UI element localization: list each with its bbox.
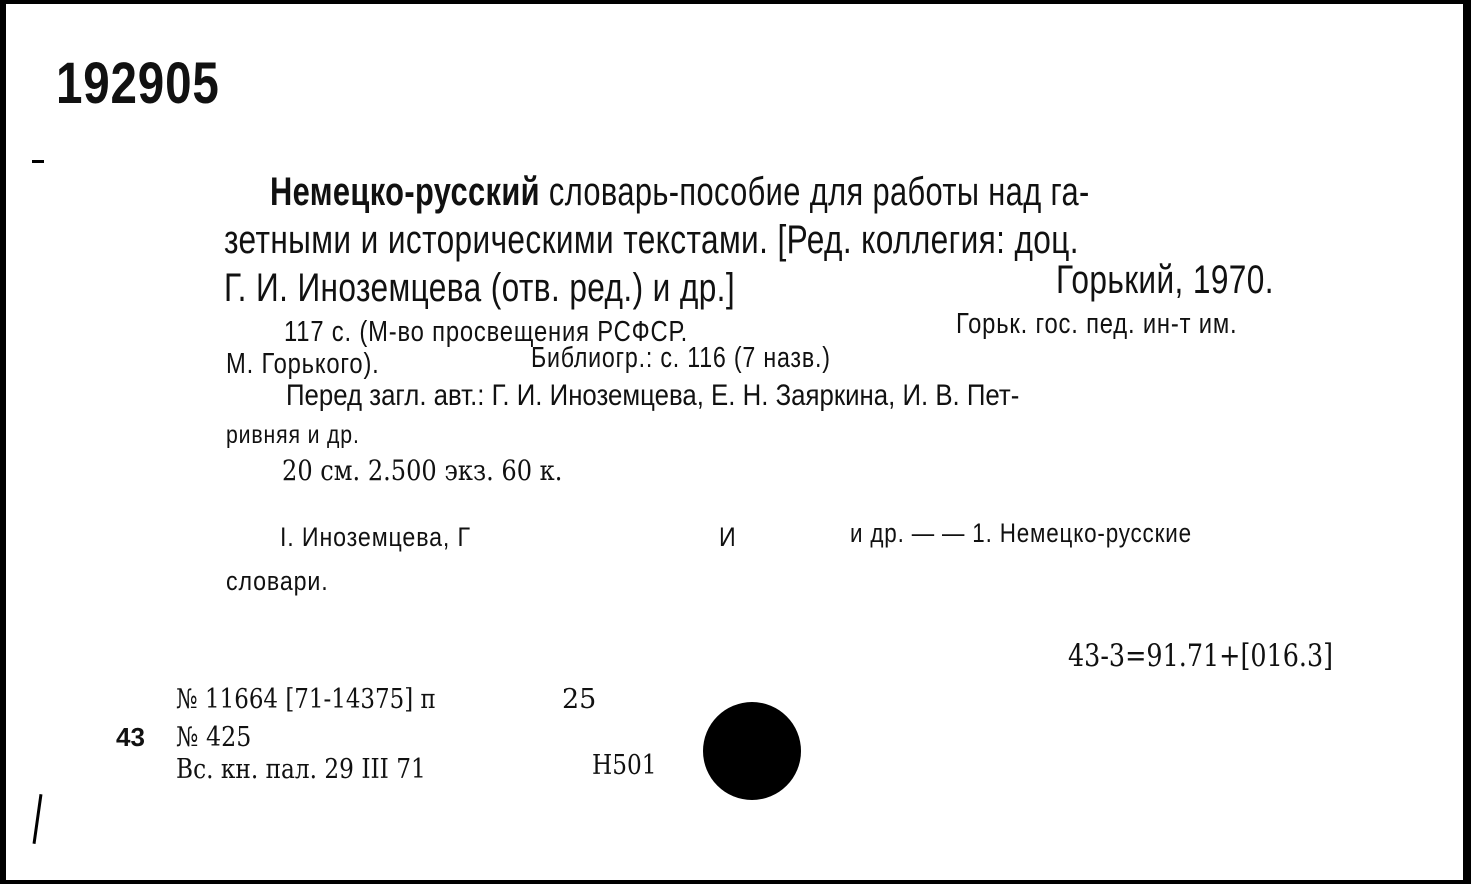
tracing-subject-cont: словари. [226, 566, 329, 596]
authors-note: Перед загл. авт.: Г. И. Иноземцева, Е. Н. Заяркина, И. В. Пет- [286, 379, 1020, 412]
order-number-2: № 425 [176, 722, 252, 753]
title-rest: словарь-пособие для работы над га- [539, 170, 1090, 214]
card-number: 192905 [56, 51, 220, 116]
title-line-3: Г. И. Иноземцева (отв. ред.) и др.] [224, 266, 736, 310]
format-price: 20 см. 2.500 экз. 60 к. [282, 454, 563, 487]
order-number: № 11664 [71-14375] п [176, 684, 436, 715]
authors-note-cont: ривняя и др. [226, 421, 360, 449]
margin-stroke [33, 794, 43, 844]
title-bold: Немецко-русский [270, 170, 540, 214]
print-registry: Вс. кн. пал. 29 III 71 [176, 754, 426, 785]
title-line-2: зетными и историческими текстами. [Ред. коллегия: доц. [224, 218, 1079, 262]
tracing-initial: И [719, 522, 737, 552]
collation-line-1a: 117 с. (М-во просвещения РСФСР. [284, 316, 689, 348]
imprint-place-year: Горький, 1970. [1056, 258, 1274, 302]
collation-line-1b: Горьк. гос. пед. ин-т им. [956, 308, 1238, 340]
tracing-subject: и др. — — 1. Немецко-русские [850, 518, 1192, 548]
bibliography-note: Библиогр.: с. 116 (7 назв.) [531, 342, 831, 374]
tracing-author: I. Иноземцева, Г [280, 522, 471, 552]
title-line-1 [270, 170, 1090, 215]
section-prefix: 43 [116, 722, 145, 752]
print-code: Н501 [592, 750, 657, 781]
classification-index: 43-3=91.71+[016.3] [1068, 638, 1334, 674]
margin-mark [32, 160, 44, 163]
catalog-card [6, 4, 1463, 880]
order-quantity: 25 [562, 684, 597, 715]
collation-line-2a: М. Горького). [226, 348, 380, 380]
punch-hole-dot [703, 702, 801, 800]
